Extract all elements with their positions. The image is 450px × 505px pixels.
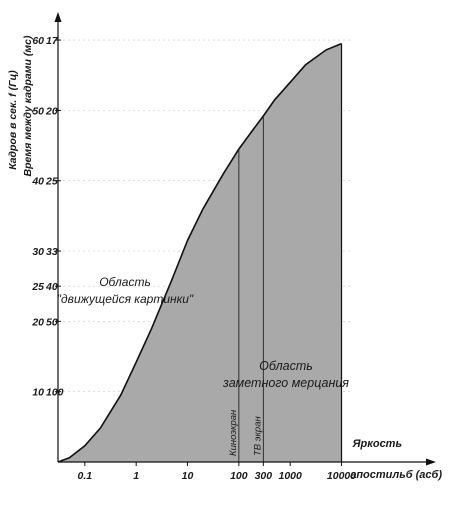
x-tick-label: 10 — [182, 470, 194, 482]
y-tick-label-hz: 40 — [31, 176, 44, 188]
x-tick-label: 1 — [133, 470, 139, 482]
y-tick-label-ms: 17 — [46, 35, 59, 47]
y-axis-label-hz: Кадров в сек. f (Гц) — [7, 70, 19, 170]
reference-line-label: Киноэкран — [228, 409, 239, 456]
y-tick-label-hz: 50 — [32, 105, 44, 117]
y-tick-label-ms: 100 — [46, 387, 64, 399]
y-tick-label-hz: 30 — [32, 246, 44, 258]
x-tick-label: 1000 — [279, 470, 303, 482]
y-tick-label-hz: 20 — [31, 316, 44, 328]
y-tick-label-hz: 10 — [32, 387, 44, 399]
x-axis-arrow — [426, 459, 436, 466]
y-tick-label-ms: 20 — [45, 105, 58, 117]
x-axis-label: Яркость — [352, 438, 402, 450]
region-label-flicker-line1: Область — [259, 359, 313, 373]
region-label-flicker-line2: заметного мерцания — [222, 376, 349, 390]
x-axis-unit: апостильб (асб) — [350, 469, 442, 481]
region-label-moving-picture-line2: "движущейся картинки" — [57, 292, 194, 306]
y-axis-arrow — [55, 12, 62, 22]
region-label-moving-picture-line1: Область — [99, 275, 151, 289]
y-tick-label-hz: 25 — [31, 281, 44, 293]
y-tick-label-ms: 33 — [46, 246, 58, 258]
y-axis-label-ms: Время между кадрами (мс) — [22, 35, 34, 176]
y-tick-label-ms: 25 — [45, 176, 58, 188]
y-tick-label-ms: 50 — [46, 316, 58, 328]
reference-line-label: ТВ экран — [252, 415, 263, 456]
y-tick-label-hz: 60 — [32, 35, 44, 47]
y-tick-label-ms: 40 — [45, 281, 58, 293]
x-tick-label: 300 — [255, 470, 273, 482]
area-fill — [58, 44, 342, 462]
x-tick-label: 10000 — [327, 470, 356, 482]
x-tick-label: 0.1 — [78, 470, 93, 482]
x-tick-label: 100 — [230, 470, 248, 482]
